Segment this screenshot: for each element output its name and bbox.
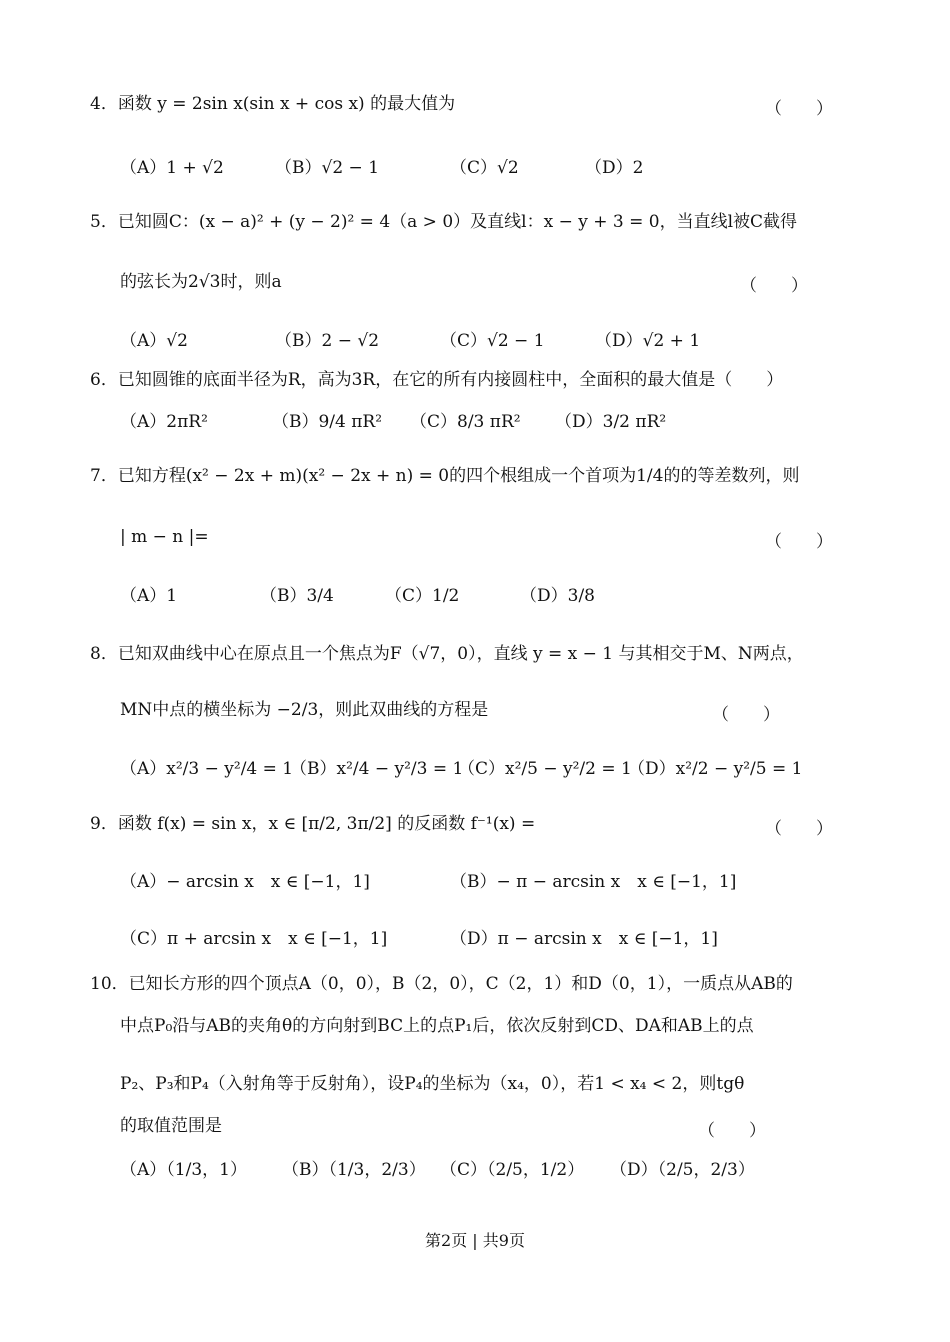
q4-stem: 4．函数 y = 2sin x(sin x + cos x) 的最大值为 <box>90 94 456 114</box>
q9-answer-paren: （ ） <box>765 819 833 839</box>
q8-option-c: （C）x²/5 − y²/2 = 1 <box>458 759 632 779</box>
q10-option-d: （D）（2/5，2/3） <box>610 1160 755 1180</box>
q4-answer-paren: （ ） <box>765 99 833 119</box>
q7-option-a: （A）1 <box>120 586 178 606</box>
q4-option-b: （B）√2 − 1 <box>275 158 380 178</box>
q4-option-c: （C）√2 <box>450 158 519 178</box>
q7-stem-2: | m − n |= <box>120 527 209 547</box>
q5-option-a: （A）√2 <box>120 331 188 351</box>
q5-option-d: （D）√2 + 1 <box>595 331 701 351</box>
q10-stem: 10．已知长方形的四个顶点A（0，0），B（2，0），C（2，1）和D（0，1），一质点从AB的 <box>90 974 793 994</box>
q10-stem-2: 中点P₀沿与AB的夹角θ的方向射到BC上的点P₁后，依次反射到CD、DA和AB上的点 <box>120 1016 754 1036</box>
q7-stem: 7．已知方程(x² − 2x + m)(x² − 2x + n) = 0的四个根组成一个首项为1/4的的等差数列，则 <box>90 466 800 486</box>
q10-stem-4: 的取值范围是 <box>120 1116 222 1136</box>
q5-stem: 5．已知圆C：(x − a)² + (y − 2)² = 4（a > 0）及直线l：x − y + 3 = 0，当直线l被C截得 <box>90 212 798 232</box>
q10-option-c: （C）（2/5，1/2） <box>440 1160 585 1180</box>
q7-option-b: （B）3/4 <box>260 586 334 606</box>
q9-option-d: （D）π − arcsin x x ∈ [−1，1] <box>450 929 718 949</box>
q5-option-c: （C）√2 − 1 <box>440 331 545 351</box>
page-footer: 第2页 | 共9页 <box>425 1231 525 1250</box>
q9-option-a: （A）− arcsin x x ∈ [−1，1] <box>120 872 370 892</box>
q8-answer-paren: （ ） <box>712 705 780 725</box>
q10-option-a: （A）（1/3，1） <box>120 1160 247 1180</box>
q8-stem: 8．已知双曲线中心在原点且一个焦点为F（√7，0），直线 y = x − 1 与其相交于M、N两点， <box>90 644 804 664</box>
q7-option-c: （C）1/2 <box>385 586 460 606</box>
q5-stem-2: 的弦长为2√3时，则a <box>120 272 282 292</box>
q6-option-b: （B）9/4 πR² <box>272 412 383 432</box>
q8-stem-2: MN中点的横坐标为 −2/3，则此双曲线的方程是 <box>120 700 489 720</box>
q8-option-d: （D）x²/2 − y²/5 = 1 <box>628 759 803 779</box>
q4-option-a: （A）1 + √2 <box>120 158 224 178</box>
q10-option-b: （B）（1/3，2/3） <box>282 1160 426 1180</box>
q6-option-c: （C）8/3 πR² <box>410 412 521 432</box>
q10-answer-paren: （ ） <box>698 1121 766 1141</box>
q9-stem: 9．函数 f(x) = sin x，x ∈ [π/2, 3π/2] 的反函数 f⁻¹(x) = <box>90 814 536 834</box>
q5-option-b: （B）2 − √2 <box>275 331 380 351</box>
q6-option-d: （D）3/2 πR² <box>555 412 667 432</box>
q8-option-b: （B）x²/4 − y²/3 = 1 <box>290 759 464 779</box>
q10-stem-3: P₂、P₃和P₄（入射角等于反射角），设P₄的坐标为（x₄，0），若1 < x₄ < 2，则tgθ <box>120 1074 745 1094</box>
q7-answer-paren: （ ） <box>765 532 833 552</box>
q6-option-a: （A）2πR² <box>120 412 208 432</box>
q5-answer-paren: （ ） <box>740 276 808 296</box>
q7-option-d: （D）3/8 <box>520 586 595 606</box>
q8-option-a: （A）x²/3 − y²/4 = 1 <box>120 759 294 779</box>
q9-option-b: （B）− π − arcsin x x ∈ [−1，1] <box>450 872 737 892</box>
q4-option-d: （D）2 <box>585 158 644 178</box>
q9-option-c: （C）π + arcsin x x ∈ [−1，1] <box>120 929 388 949</box>
q6-stem: 6．已知圆锥的底面半径为R，高为3R，在它的所有内接圆柱中，全面积的最大值是（ ） <box>90 370 784 390</box>
